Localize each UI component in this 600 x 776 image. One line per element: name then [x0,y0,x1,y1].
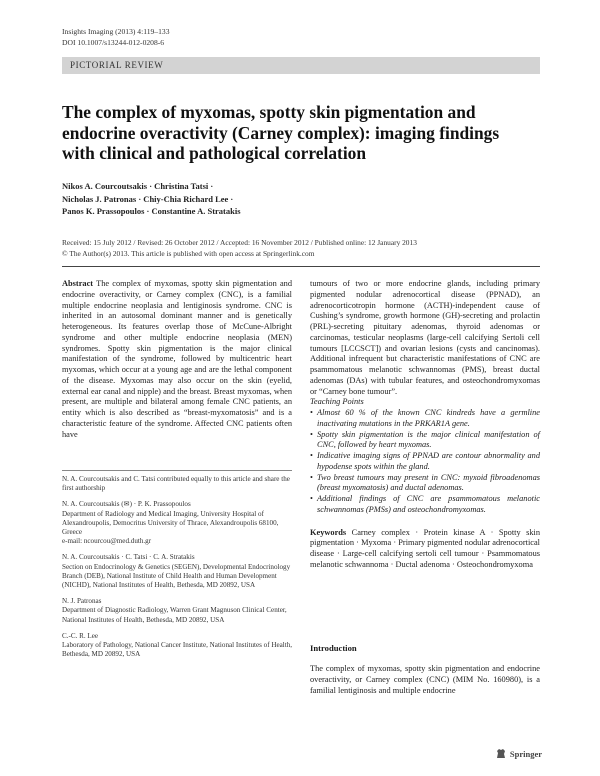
springer-horse-icon [495,748,507,759]
email[interactable]: e-mail: ncourcou@med.duth.gr [62,537,152,546]
teaching-point: • Spotty skin pigmentation is the major clinical manifestation of CNC, followed by heart myxomas. [310,430,540,452]
abstract-continued: tumours of two or more endocrine glands, including primary pigmented nodular adrenocortical disease (PPNAD), an adrenocorticotropin hormone (ACTH)-independent cause of Cushing’s syndrome, growth hormone (GH)-secreting and prolactin (PRL)-secreting pituitary adenomas, thyroid adenomas or carcinomas, testicular neoplasms (large-cell calcifying Sertoli cell tumours [LCCSCT]) and ovarian lesions (cysts and cancinomas). Additional infrequent but characteristic manifestations of CNC are psammomatous melanotic schwannomas (PMS), breast ductal adenomas (DAs) with tubular features, and osteochondromyxomas or “Carney bone tumour”. [310,279,540,396]
teaching-point: • Additional findings of CNC are psammomatous melanotic schwannomas (PMSs) and osteochondromyxomas. [310,494,540,516]
keywords-label: Keywords [310,527,347,537]
running-header [62,26,170,48]
affiliation-authors: N. J. Patronas [62,597,102,606]
article-type: PICTORIAL REVIEW [70,60,164,70]
publisher-logo [495,748,542,759]
affiliation-authors: N. A. Courcoutsakis · C. Tatsi · C. A. Stratakis [62,553,195,562]
affiliation: Laboratory of Pathology, National Cancer Institute, National Institutes of Health, Bethesda, MD 20892, USA [62,641,293,659]
article-title: The complex of myxomas, spotty skin pigmentation and endocrine overactivity (Carney complex): imaging findings with clinical and pathological correlation [62,102,500,163]
top-rule [62,266,540,267]
publication-dates [62,238,542,259]
teaching-points-label: Teaching Points [310,397,364,407]
doi: DOI 10.1007/s13244-012-0208-6 [62,38,165,47]
affiliation: Department of Diagnostic Radiology, Warren Grant Magnuson Clinical Center, National Institutes of Health, Bethesda, MD 20892, USA [62,606,287,624]
author-line: Nikos A. Courcoutsakis · Christina Tatsi · [62,181,214,191]
footnotes [62,475,294,659]
license-line: © The Author(s) 2013. This article is published with open access at Springerlink.com [62,248,315,258]
affiliation: Section on Endocrinology & Genetics (SEGEN), Developmental Endocrinology Branch (DEB), National Institute of Child Health and Human Development (NICHD), National Institutes of Health, Bethesda, MD 20892, USA [62,562,291,590]
affiliation: Department of Radiology and Medical Imaging, University Hospital of Alexandroupolis, Democritus University of Thrace, Alexandroupolis 68100, Greece [62,509,279,537]
teaching-point: • Almost 60 % of the known CNC kindreds have a germline inactivating mutations in the PRKAR1A gene. [310,408,540,430]
keywords-text: Carney complex · Protein kinase A · Spotty skin pigmentation · Myxoma · Primary pigmented nodular adrenocortical disease · Large-cell calcifying sertoli cell tumour · Psammomatous melanotic schwannoma · Ductal adenoma · Osteochondromyxoma [310,527,541,569]
abstract-text: The complex of myxomas, spotty skin pigmentation and endocrine overactivity, or Carney complex (CNC), is a familial multiple endocrine neoplasia and lentiginosis syndrome. CNC is inherited in an autosomal dominant manner and is genetically heterogeneous. Its features overlap those of McCune-Albright syndrome and other multiple endocrine neoplasia (MEN) syndromes. Spotty skin pigmentation is the major clinical manifestation of the syndrome, followed by multicentric heart myxomas, which occur at a young age and are the lethal component of the disease. Myxomas may also occur on the skin (eyelid, external ear canal and nipple) and the breast. Breast myxomas, when present, are multiple and bilateral among female CNC patients, an entity which is also described as “breast-myxomatosis” and is a characteristic feature of the syndrome. Affected CNC patients often have [62,279,293,439]
abstract [62,279,292,440]
article-type-band [62,57,540,74]
history-dates: Received: 15 July 2012 / Revised: 26 October 2012 / Accepted: 16 November 2012 / Published online: 12 January 2013 [62,238,417,247]
introduction-text: The complex of myxomas, spotty skin pigmentation and endocrine overactivity, or Carney complex (CNC) (MIM No. 160980), is a familial lentiginosis and multiple endocrine [310,664,540,695]
footnote-rule [62,470,292,471]
author-line: Panos K. Prassopoulos · Constantine A. Stratakis [62,206,241,216]
affiliation-authors: C.-C. R. Lee [62,631,99,640]
contribution-note: N. A. Courcoutsakis and C. Tatsi contributed equally to this article and share the first authorship [62,475,290,493]
journal-citation: Insights Imaging (2013) 4:119–133 [62,27,170,36]
keywords [310,528,540,571]
publisher-name: Springer [509,748,542,759]
right-column [310,279,540,571]
teaching-points-list [310,408,540,516]
affiliation-authors: N. A. Courcoutsakis (✉) · P. K. Prassopoulos [62,500,191,509]
abstract-label: Abstract [62,279,94,288]
author-line: Nicholas J. Patronas · Chiy-Chia Richard Lee · [62,193,234,204]
teaching-point: • Indicative imaging signs of PPNAD are contour abnormality and hypodense spots within the gland. [310,451,540,473]
author-list [62,180,492,218]
teaching-point: • Two breast tumours may present in CNC: myxoid fibroadenomas (breast myxomatosis) and ductal adenomas. [310,473,540,495]
introduction-heading: Introduction [310,643,357,653]
